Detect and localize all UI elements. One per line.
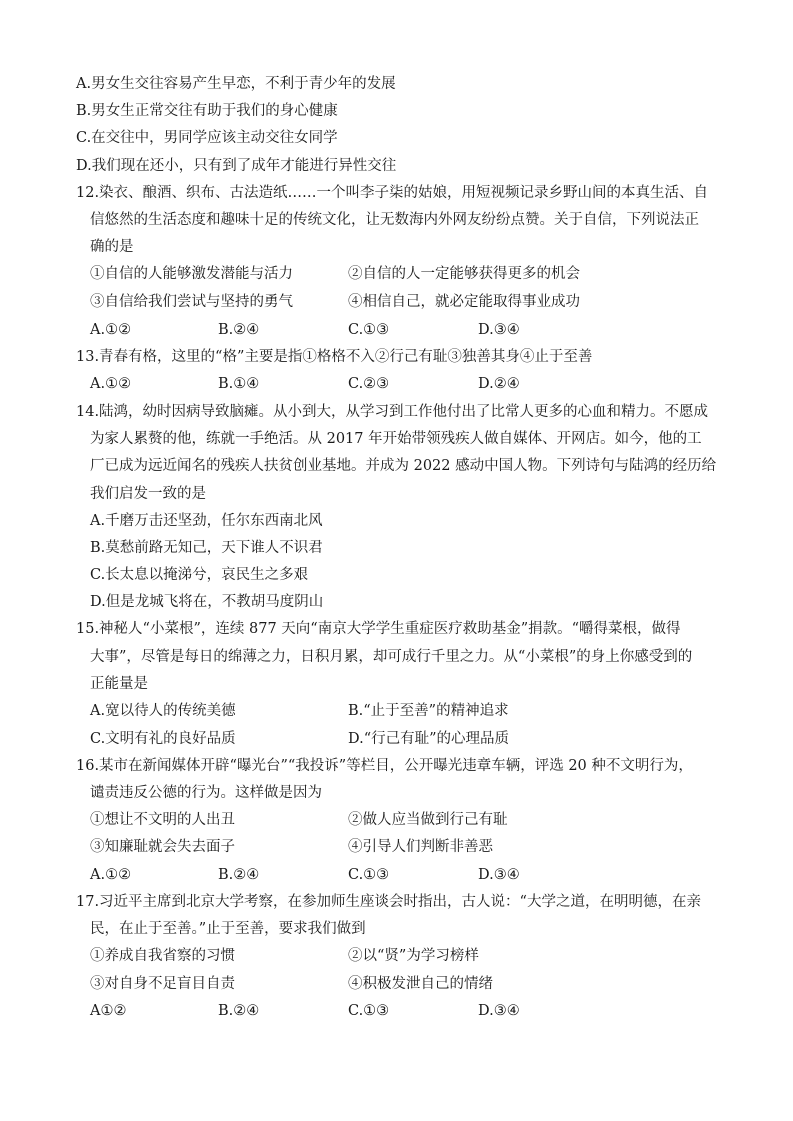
q17-item-3: ③对自身不足盲目自责 [90, 976, 235, 992]
q16-item-1: ①想让不文明的人出丑 [90, 812, 235, 828]
q13-option-c: C.②③ [348, 376, 390, 392]
q16-stem-line-1: 16.某市在新闻媒体开辟“曝光台”“我投诉”等栏目，公开曝光违章车辆，评选 20 种不文明行为， [76, 758, 693, 774]
q14-stem-line-2: 为家人累赘的他，练就一手绝活。从 2017 年开始带领残疾人做自媒体、开网店。如今，他的工 [90, 431, 702, 447]
q17-option-a: A①② [90, 1003, 127, 1019]
q16-option-a: A.①② [90, 867, 132, 883]
q12-item-2: ②自信的人一定能够获得更多的机会 [348, 266, 580, 282]
q11-option-d: D.我们现在还小，只有到了成年才能进行异性交往 [76, 158, 397, 174]
q17-item-2: ②以“贤”为学习榜样 [348, 948, 479, 964]
q16-option-b: B.②④ [218, 867, 260, 883]
q14-option-d: D.但是龙城飞将在，不教胡马度阴山 [90, 594, 324, 610]
q17-item-4: ④积极发泄自己的情绪 [348, 976, 493, 992]
q15-stem-line-1: 15.神秘人“小菜根”，连续 877 天向“南京大学学生重症医疗救助基金”捐款。“嚼得菜根，做得 [76, 621, 681, 637]
q17-stem-line-2: 民，在止于至善。”止于至善，要求我们做到 [90, 921, 366, 937]
q15-option-c: C.文明有礼的良好品质 [90, 731, 236, 747]
q11-option-b: B.男女生正常交往有助于我们的身心健康 [76, 103, 338, 119]
q15-option-d: D.“行己有耻”的心理品质 [348, 731, 510, 747]
q11-option-c: C.在交往中，男同学应该主动交往女同学 [76, 130, 338, 146]
q13-option-a: A.①② [90, 376, 132, 392]
q16-item-4: ④引导人们判断非善恶 [348, 839, 493, 855]
q14-option-b: B.莫愁前路无知己，天下谁人不识君 [90, 540, 323, 556]
q12-item-3: ③自信给我们尝试与坚持的勇气 [90, 294, 293, 310]
q13-option-b: B.①④ [218, 376, 260, 392]
q14-option-c: C.长太息以掩涕兮，哀民生之多艰 [90, 567, 309, 583]
q16-option-c: C.①③ [348, 867, 390, 883]
q15-stem-line-3: 正能量是 [90, 676, 148, 692]
q15-option-b: B.“止于至善”的精神追求 [348, 703, 509, 719]
q14-stem-line-1: 14.陆鸿，幼时因病导致脑瘫。从小到大，从学习到工作他付出了比常人更多的心血和精力。不愿成 [76, 404, 709, 420]
q12-stem-line-2: 信悠然的生活态度和趣味十足的传统文化，让无数海内外网友纷纷点赞。关于自信，下列说法正 [90, 212, 699, 228]
q12-option-b: B.②④ [218, 322, 260, 338]
q16-item-2: ②做人应当做到行己有耻 [348, 812, 508, 828]
q17-stem-line-1: 17.习近平主席到北京大学考察，在参加师生座谈会时指出，古人说：“大学之道，在明明德，在亲 [76, 894, 701, 910]
q14-stem-line-4: 我们启发一致的是 [90, 486, 206, 502]
q14-stem-line-3: 厂已成为远近闻名的残疾人扶贫创业基地。并成为 2022 感动中国人物。下列诗句与陆鸿的经历给 [90, 458, 717, 474]
q13-option-d: D.②④ [478, 376, 520, 392]
q12-stem-line-3: 确的是 [90, 239, 134, 255]
q15-stem-line-2: 大事”，尽管是每日的绵薄之力，日积月累，却可成行千里之力。从“小菜根”的身上你感受到的 [90, 649, 693, 665]
q16-item-3: ③知廉耻就会失去面子 [90, 839, 235, 855]
q14-option-a: A.千磨万击还坚劲，任尔东西南北风 [90, 513, 323, 529]
q12-item-1: ①自信的人能够激发潜能与活力 [90, 266, 293, 282]
q12-stem-line-1: 12.染衣、酿酒、织布、古法造纸……一个叫李子柒的姑娘，用短视频记录乡野山间的本真生活、自 [76, 185, 709, 201]
q15-option-a: A.宽以待人的传统美德 [90, 703, 236, 719]
q17-option-d: D.③④ [478, 1003, 520, 1019]
q17-option-c: C.①③ [348, 1003, 390, 1019]
q11-option-a: A.男女生交往容易产生早恋，不利于青少年的发展 [76, 76, 396, 92]
q17-option-b: B.②④ [218, 1003, 260, 1019]
q12-option-c: C.①③ [348, 322, 390, 338]
q12-option-d: D.③④ [478, 322, 520, 338]
q16-option-d: D.③④ [478, 867, 520, 883]
q12-option-a: A.①② [90, 322, 132, 338]
q16-stem-line-2: 谴责违反公德的行为。这样做是因为 [90, 785, 322, 801]
q12-item-4: ④相信自己，就必定能取得事业成功 [348, 294, 580, 310]
q17-item-1: ①养成自我省察的习惯 [90, 948, 235, 964]
q13-stem: 13.青春有格，这里的“格”主要是指①格格不入②行己有耻③独善其身④止于至善 [76, 349, 593, 365]
